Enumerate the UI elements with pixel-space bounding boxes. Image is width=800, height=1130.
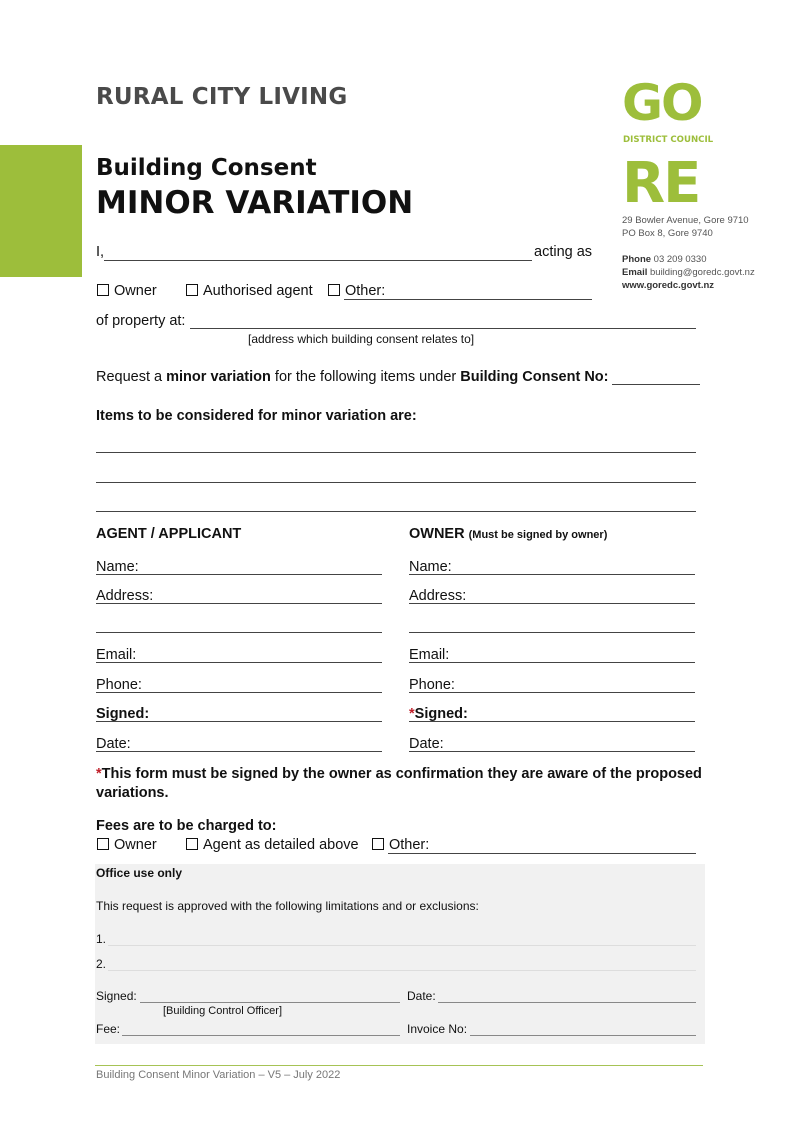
owner-address-label: Address: — [409, 588, 467, 604]
owner-name-label: Name: — [409, 559, 452, 575]
limitation-2-field[interactable] — [108, 970, 696, 971]
office-signed-label: Signed: — [96, 989, 137, 1003]
invoice-field[interactable] — [470, 1035, 696, 1036]
agent-name-field[interactable] — [96, 574, 382, 575]
agent-heading: AGENT / APPLICANT — [96, 526, 242, 542]
footer-version: Building Consent Minor Variation – V5 – July 2022 — [96, 1069, 341, 1081]
phone-number: 03 209 0330 — [653, 254, 707, 265]
contact-website — [622, 280, 714, 291]
office-date-label: Date: — [407, 989, 436, 1003]
agent-address-field-2[interactable] — [96, 632, 382, 633]
brand-color-bar — [0, 145, 82, 277]
role-agent-option[interactable]: Authorised agent — [186, 283, 313, 299]
invoice-label: Invoice No: — [407, 1022, 468, 1036]
limitation-2-label: 2. — [96, 957, 107, 971]
contact-address-1: 29 Bowler Avenue, Gore 9710 — [622, 215, 749, 226]
agent-date-label: Date: — [96, 736, 131, 752]
owner-address-field-2[interactable] — [409, 632, 695, 633]
logo-top-letters: GO — [622, 76, 702, 132]
items-line-3[interactable] — [96, 511, 696, 512]
owner-email-label: Email: — [409, 647, 450, 663]
contact-email — [622, 267, 755, 278]
office-use-heading: Office use only — [96, 866, 183, 880]
request-statement: Request a minor variation for the following items under Building Consent No: — [96, 369, 609, 385]
logo-bottom-letters: RE — [622, 151, 700, 206]
items-line-1[interactable] — [96, 452, 696, 453]
form-title: Building Consent — [96, 155, 317, 181]
gore-district-council-logo — [622, 76, 732, 206]
role-agent-checkbox[interactable] — [186, 284, 198, 296]
owner-name-field[interactable] — [409, 574, 695, 575]
items-line-2[interactable] — [96, 482, 696, 483]
approval-text: This request is approved with the following limitations and or exclusions: — [96, 899, 479, 913]
property-address-field[interactable] — [190, 328, 696, 329]
agent-signature-field[interactable] — [96, 721, 382, 722]
agent-phone-label: Phone: — [96, 677, 142, 693]
tagline: RURAL CITY LIVING — [96, 84, 348, 110]
role-other-checkbox[interactable] — [328, 284, 340, 296]
role-other-option[interactable]: Other: — [328, 283, 385, 299]
phone-label: Phone — [622, 254, 652, 265]
owner-date-field[interactable] — [409, 751, 695, 752]
owner-heading-note: (Must be signed by owner) — [468, 529, 608, 541]
owner-signature-field[interactable] — [409, 721, 695, 722]
agent-address-field[interactable] — [96, 603, 382, 604]
agent-email-label: Email: — [96, 647, 137, 663]
email-label: Email — [622, 267, 648, 278]
owner-phone-field[interactable] — [409, 692, 695, 693]
fee-label: Fee: — [96, 1022, 121, 1036]
fees-heading: Fees are to be charged to: — [96, 818, 277, 834]
office-use-panel — [95, 864, 705, 1044]
officer-signature-field[interactable] — [140, 1002, 400, 1003]
contact-phone — [622, 254, 707, 265]
owner-signature-notice-line2: variations. — [96, 785, 169, 801]
acting-as-label: acting as — [534, 244, 593, 260]
fee-field[interactable] — [122, 1035, 400, 1036]
i-label: I, — [96, 244, 105, 260]
agent-date-field[interactable] — [96, 751, 382, 752]
form-subtitle: MINOR VARIATION — [96, 185, 414, 221]
footer-rule — [95, 1065, 703, 1066]
owner-phone-label: Phone: — [409, 677, 455, 693]
owner-signature-notice: *This form must be signed by the owner as confirmation they are aware of the proposed — [96, 766, 702, 782]
role-owner-option[interactable]: Owner — [97, 283, 157, 299]
contact-address-2: PO Box 8, Gore 9740 — [622, 228, 713, 239]
property-address-hint: [address which building consent relates to] — [248, 332, 475, 346]
agent-address-label: Address: — [96, 588, 154, 604]
notice-asterisk: * — [96, 766, 102, 782]
fees-agent-option[interactable]: Agent as detailed above — [186, 837, 359, 853]
declarant-name-field[interactable] — [104, 260, 532, 261]
officer-hint: [Building Control Officer] — [163, 1005, 283, 1017]
role-owner-checkbox[interactable] — [97, 284, 109, 296]
fees-other-checkbox[interactable] — [372, 838, 384, 850]
agent-signed-label: Signed: — [96, 706, 150, 722]
owner-email-field[interactable] — [409, 662, 695, 663]
owner-date-label: Date: — [409, 736, 444, 752]
limitation-1-field[interactable] — [108, 945, 696, 946]
email-address[interactable]: building@goredc.govt.nz — [650, 267, 755, 278]
required-asterisk: * — [409, 706, 415, 722]
logo-subtitle: DISTRICT COUNCIL — [623, 135, 714, 145]
agent-email-field[interactable] — [96, 662, 382, 663]
agent-phone-field[interactable] — [96, 692, 382, 693]
limitation-1-label: 1. — [96, 932, 107, 946]
office-date-field[interactable] — [438, 1002, 696, 1003]
property-label: of property at: — [96, 313, 186, 329]
consent-number-field[interactable] — [612, 384, 700, 385]
fees-owner-checkbox[interactable] — [97, 838, 109, 850]
fees-other-field[interactable] — [388, 853, 696, 854]
role-other-field[interactable] — [344, 299, 592, 300]
fees-agent-checkbox[interactable] — [186, 838, 198, 850]
fees-owner-option[interactable]: Owner — [97, 837, 157, 853]
owner-address-field[interactable] — [409, 603, 695, 604]
owner-heading: OWNER (Must be signed by owner) — [409, 526, 608, 542]
fees-other-option[interactable]: Other: — [372, 837, 429, 853]
owner-signed-label: *Signed: — [409, 706, 468, 722]
agent-name-label: Name: — [96, 559, 139, 575]
items-heading: Items to be considered for minor variation are: — [96, 408, 417, 424]
website-link[interactable]: www.goredc.govt.nz — [622, 280, 715, 291]
